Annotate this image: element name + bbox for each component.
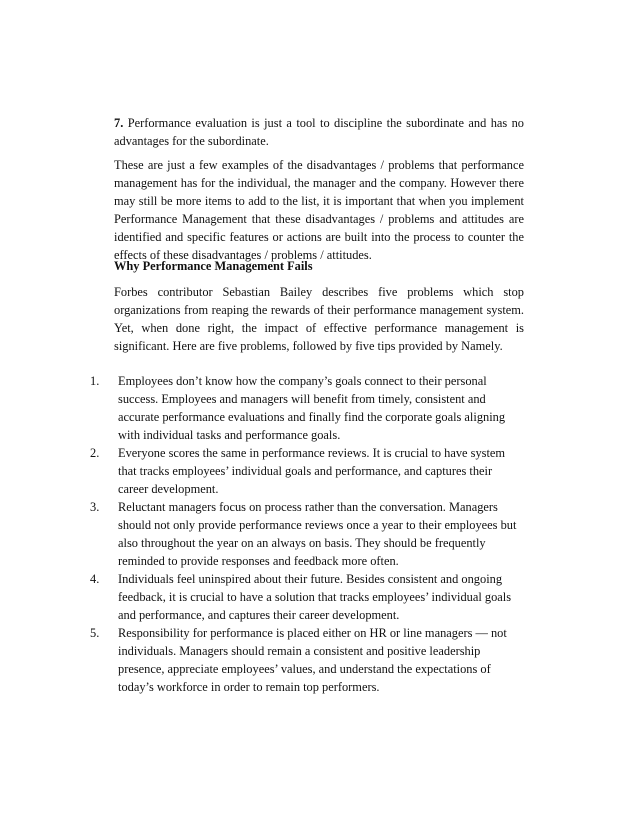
list-item-number: 2. xyxy=(90,446,100,460)
forbes-paragraph xyxy=(114,283,524,355)
list-item xyxy=(90,624,522,696)
list-item-text: Individuals feel uninspired about their future. Besides consistent and ongoing feedback, it is crucial to have a solution that tracks employees’ individual goals and performance, and captures their career development. xyxy=(118,572,512,622)
item-7-text: Performance evaluation is just a tool to discipline the subordinate and has no advantages for the subordinate. xyxy=(114,116,525,148)
list-item-number: 5. xyxy=(90,626,100,640)
section-heading xyxy=(114,257,524,275)
list-item xyxy=(90,444,522,498)
list-item-text: Employees don’t know how the company’s goals connect to their personal success. Employees and managers will benefit from timely, consistent and accurate performance evaluations and finally find the corporate goals aligning with individual tasks and performance goals. xyxy=(118,374,506,442)
paragraph-text: Forbes contributor Sebastian Bailey describes five problems which stop organizations from reaping the rewards of their performance management system. Yet, when done right, the impact of effective performance management is significant. Here are five problems, followed by five tips provided by Namely. xyxy=(114,285,524,353)
list-item-text: Responsibility for performance is placed either on HR or line managers — not individuals. Managers should remain a consistent and positive leadership presence, appreciate employees’ values, and understand the expectations of today’s workforce in order to remain top performers. xyxy=(118,626,507,694)
item-7 xyxy=(114,114,524,150)
paragraph-text: These are just a few examples of the disadvantages / problems that performance management has for the individual, the manager and the company. However there may still be more items to add to the list, it is important that when you implement Performance Management that these disadvantages / problems and attitudes are identified and specific features or actions are built into the process to counter the effects of these disadvantages / problems / attitudes. xyxy=(114,158,524,262)
list-item xyxy=(90,372,522,444)
list-item-number: 1. xyxy=(90,374,100,388)
item-7-paragraph xyxy=(114,114,524,150)
list-item xyxy=(90,498,522,570)
list-item xyxy=(90,570,522,624)
heading-text: Why Performance Management Fails xyxy=(114,259,313,273)
list-item-text: Everyone scores the same in performance reviews. It is crucial to have system that tracks employees’ individual goals and performance, and captures their career development. xyxy=(118,446,506,496)
disadvantages-paragraph xyxy=(114,156,524,264)
list-item-text: Reluctant managers focus on process rather than the conversation. Managers should not only provide performance reviews once a year to their employees but also throughout the year on an always on basis. They should be frequently reminded to provide responses and feedback more often. xyxy=(118,500,517,568)
problems-list xyxy=(90,372,522,696)
list-item-number: 3. xyxy=(90,500,100,514)
item-7-number: 7. xyxy=(114,116,124,130)
list-item-number: 4. xyxy=(90,572,100,586)
